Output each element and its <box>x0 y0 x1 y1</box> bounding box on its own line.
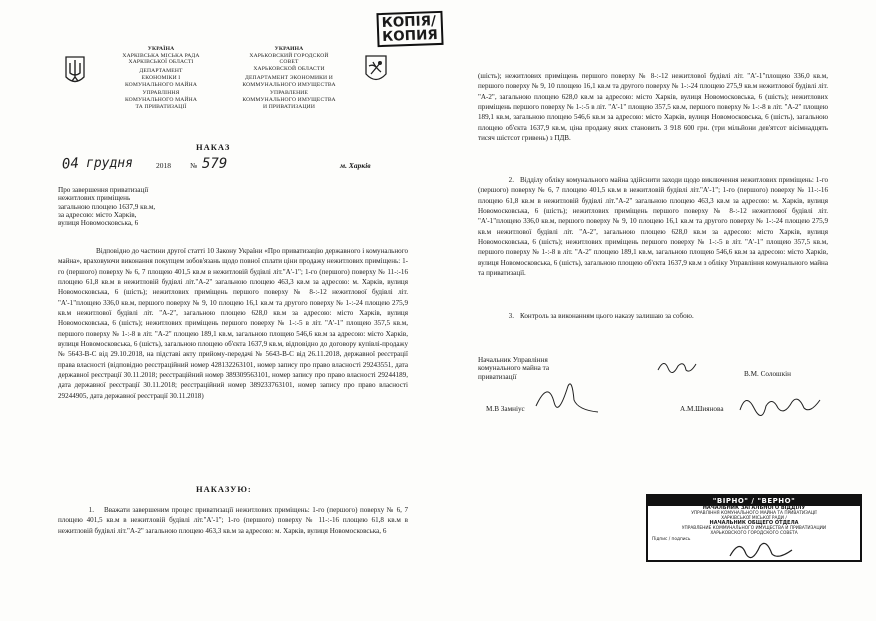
head-title-line-2: комунального майна та <box>478 364 550 373</box>
preamble-paragraph: Відповідно до частини другої статті 10 Закону України «Про приватизацію державного і комунального майна», враховуючи виконання покупцем зобов'язань щодо повної сплати ціни продажу нежитлових приміщень: 1-го (першого) поверху № 6, 7 площею 401,5 кв.м в нежитловій будівлі літ."А'-1"; 1-го (першого) поверху № 11-:-16 площею 61,8 кв.м в нежитловій будівлі літ."А-2" загальною площею 463,3 кв.м за адресою: м. Харків, вулиця Новомосковська, 6 (шість); нежитлових приміщень першого поверху № 8-:-12 нежитлової будівлі літ. "А'-1"площею 336,0 кв.м, першого поверху № 9, 10 площею 16,1 кв.м та другого поверху № 1-:-24 площею 275,9 кв.м нежитлової будівлі літ. "А-2", загальною площею 628,0 кв.м за адресою: місто Харків, вулиця Новомосковська, 6 (шість); нежитлових приміщень першого поверху № 1-:-5 в літ. "А'-1" площею 357,5 кв.м, першого поверху № 1-:-8 в літ. "А-2" площею 189,1 кв.м, загальною площею 546,6 кв.м за адресою: місто Харків, вулиця Новомосковська, 6 (шість), загальною площею об'єкта 1637,9 кв.м, відповідно до договору купівлі-продажу № 5643-В-С від 29.10.2018, на підставі акту прийому-передачі № 5643-В-С від 26.11.2018, державної реєстрації права власності (відповідно реєстраційний номер 428132263101, номер запису про право власності 29243551, дата державної реєстрації 30.11.2018; реєстраційний номер 389309563101, номер запису про право власності 29244189, дата державної реєстрації 30.11.2018; реєстраційний номер 389233763101, номер запису про право власності 29244905, дата державної реєстрації 30.11.2018) <box>58 247 408 400</box>
subject-line-1: Про завершення приватизації <box>58 186 149 194</box>
header-right-country: УКРАИНА <box>274 46 304 52</box>
order-decree-heading: НАКАЗУЮ: <box>196 484 252 494</box>
order-date-month: грудня <box>86 156 133 171</box>
header-right-region: ХАРЬКОВСКОЙ ОБЛАСТИ <box>253 66 325 73</box>
head-handwritten-signature-icon <box>656 356 698 378</box>
item-1-right: (шість); нежитлових приміщень першого поверху № 8-:-12 нежитлової будівлі літ. "А'-1"площею 336,0 кв.м, першого поверху № 9, 10 площею 16,1 кв.м та другого поверху № 1-:-24 площею 275,9 кв.м нежитлової будівлі літ. "А-2", загальною площею 628,0 кв.м за адресою: місто Харків, вулиця Новомосковська, 6 (шість); нежитлових приміщень першого поверху № 1-:-5 в літ. "А'-1" площею 357,5 кв.м, першого поверху № 1-:-8 в літ. "А-2" площею 189,1 кв.м, загальною площею 546,6 кв.м за адресою: місто Харків, вулиця Новомосковська, 6 (шість), загальною площею об'єкта 1637,9 кв.м, ціна продажу яких становить 3 918 600 грн. (три мільйони дев'ятсот вісімнадцять тисяч шістсот гривень) з ПДВ. <box>478 72 828 143</box>
order-year: 2018 <box>156 161 171 170</box>
item-3-number: 3. <box>508 312 514 320</box>
header-right-dept-2: КОММУНАЛЬНОГО ИМУЩЕСТВА <box>242 81 336 88</box>
verification-stamp-line-3: ХАРКІВСЬКОЇ МІСЬКОЇ РАДИ / <box>721 516 787 522</box>
stamp-handwritten-signature-icon <box>726 536 796 566</box>
order-number: 579 <box>202 156 228 172</box>
order-number-prefix: № <box>190 161 198 170</box>
header-left-dept-2: ЕКОНОМІКИ І <box>141 74 181 81</box>
kharkiv-emblem-icon <box>364 54 388 86</box>
right-handwritten-signature-icon <box>736 388 822 422</box>
header-right-mgmt-3: И ПРИВАТИЗАЦИИ <box>262 103 316 110</box>
order-title: НАКАЗ <box>196 142 231 152</box>
subject-line-3: загальною площею 1637,9 кв.м, <box>58 202 156 211</box>
item-3 <box>478 311 828 321</box>
header-right-dept-1: ДЕПАРТАМЕНТ ЭКОНОМИКИ И <box>245 74 333 81</box>
header-left-region: ХАРКІВСЬКОЇ ОБЛАСТІ <box>128 59 194 66</box>
left-handwritten-signature-icon <box>528 376 604 422</box>
header-left-mgmt-3: ТА ПРИВАТИЗАЦІЇ <box>135 103 187 110</box>
verification-stamp-line-5: УПРАВЛЕНИЕ КОММУНАЛЬНОГО ИМУЩЕСТВА И ПРИВАТИЗАЦИИ <box>681 526 827 532</box>
item-2 <box>478 175 828 278</box>
item-1-text-left: Вважати завершеним процес приватизації нежитлових приміщень: 1-го (першого) поверху № 6, 7 площею 401,5 кв.м в нежитловій будівлі літ."А'-1"; 1-го (першого) поверху № 11-:-16 площею 61,8 кв.м в нежитловій будівлі літ."А-2" загальною площею 463,3 кв.м за адресою: м. Харків, вулиця Новомосковська, 6 <box>58 506 408 535</box>
subject-line-4: за адресою: місто Харків, <box>58 210 137 219</box>
item-1-number: 1. <box>88 506 94 514</box>
verification-stamp-line-2: УПРАВЛІННЯ КОМУНАЛЬНОГО МАЙНА ТА ПРИВАТИЗАЦІЇ <box>691 511 817 517</box>
header-left-council: ХАРКІВСЬКА МІСЬКА РАДА <box>122 52 200 59</box>
subject-line-5: вулиця Новомосковська, 6 <box>58 219 139 228</box>
header-left-country: УКРАЇНА <box>147 46 175 52</box>
order-date-day: 04 <box>61 155 80 173</box>
signatory-right-name: А.М.Шиянова <box>680 405 724 413</box>
header-right <box>226 46 352 110</box>
verification-stamp-line-4: НАЧАЛЬНИК ОБЩЕГО ОТДЕЛА <box>709 520 799 527</box>
head-name: В.М. Солошкін <box>744 370 791 378</box>
item-2-text: Відділу обліку комунального майна здійснити заходи щодо виключення нежитлових приміщень: 1-го (першого) поверху № 6, 7 площею 401,5 кв.м в нежитловій будівлі літ."А'-1"; 1-го (першого) поверху № 11-:-16 площею 61,8 кв.м в нежитловій будівлі літ."А-2" загальною площею 463,3 кв.м за адресою: м. Харків, вулиця Новомосковська, 6 (шість); нежитлових приміщень першого поверху № 8-:-12 нежитлової будівлі літ. "А'-1"площею 336,0 кв.м, першого поверху № 9, 10 площею 16,1 кв.м та другого поверху № 1-:-24 площею 275,9 кв.м нежитлової будівлі літ. "А-2", загальною площею 628,0 кв.м за адресою: місто Харків, вулиця Новомосковська, 6 (шість); нежитлових приміщень першого поверху № 1-:-5 в літ. "А'-1" площею 357,5 кв.м, першого поверху № 1-:-8 в літ. "А-2" площею 189,1 кв.м, загальною площею 546,6 кв.м за адресою: місто Харків, вулиця Новомосковська, 6 (шість), загальною площею об'єкта 1637,9 кв.м з обліку Управління комунального майна та приватизації. <box>478 176 828 278</box>
header-left-dept-1: ДЕПАРТАМЕНТ <box>139 68 183 75</box>
order-city: м. Харків <box>340 161 371 170</box>
header-right-council-1: ХАРЬКОВСКИЙ ГОРОДСКОЙ <box>249 52 329 59</box>
item-1-left <box>58 505 408 536</box>
verification-stamp-line-6: ХАРЬКОВСКОГО ГОРОДСКОГО СОВЕТА <box>710 531 798 537</box>
verification-stamp-sign-label: Підпис / подпись <box>652 536 691 542</box>
head-title-line-1: Начальник Управління <box>478 356 548 364</box>
head-title-line-3: приватизації <box>478 372 517 381</box>
header-right-mgmt-2: КОММУНАЛЬНОГО ИМУЩЕСТВА <box>242 96 336 103</box>
verification-stamp-line-1: НАЧАЛЬНИК ЗАГАЛЬНОГО ВІДДІЛУ <box>702 505 806 511</box>
copy-stamp-line1: КОПІЯ/ <box>381 13 437 31</box>
header-left-mgmt-2: КОМУНАЛЬНОГО МАЙНА <box>124 96 198 103</box>
copy-stamp-line2: КОПИЯ <box>381 27 439 45</box>
trident-emblem-icon <box>64 55 86 87</box>
order-date-line <box>62 156 392 174</box>
item-2-number: 2. <box>508 176 514 184</box>
header-right-council-2: СОВЕТ <box>279 59 299 66</box>
item-3-text: Контроль за виконанням цього наказу залишаю за собою. <box>520 312 694 320</box>
order-subject <box>58 186 248 227</box>
header-right-mgmt-1: УПРАВЛЕНИЕ <box>269 90 309 97</box>
signatory-left-name: М.В Замніус <box>486 405 525 413</box>
header-left <box>96 46 226 110</box>
verification-stamp-title: "ВІРНО" / "ВЕРНО" <box>648 496 860 506</box>
header-left-dept-3: КОМУНАЛЬНОГО МАЙНА <box>124 81 198 88</box>
subject-line-2: нежитлових приміщень <box>58 194 131 203</box>
copy-stamp <box>376 11 443 47</box>
header-left-mgmt-1: УПРАВЛІННЯ <box>142 90 180 97</box>
